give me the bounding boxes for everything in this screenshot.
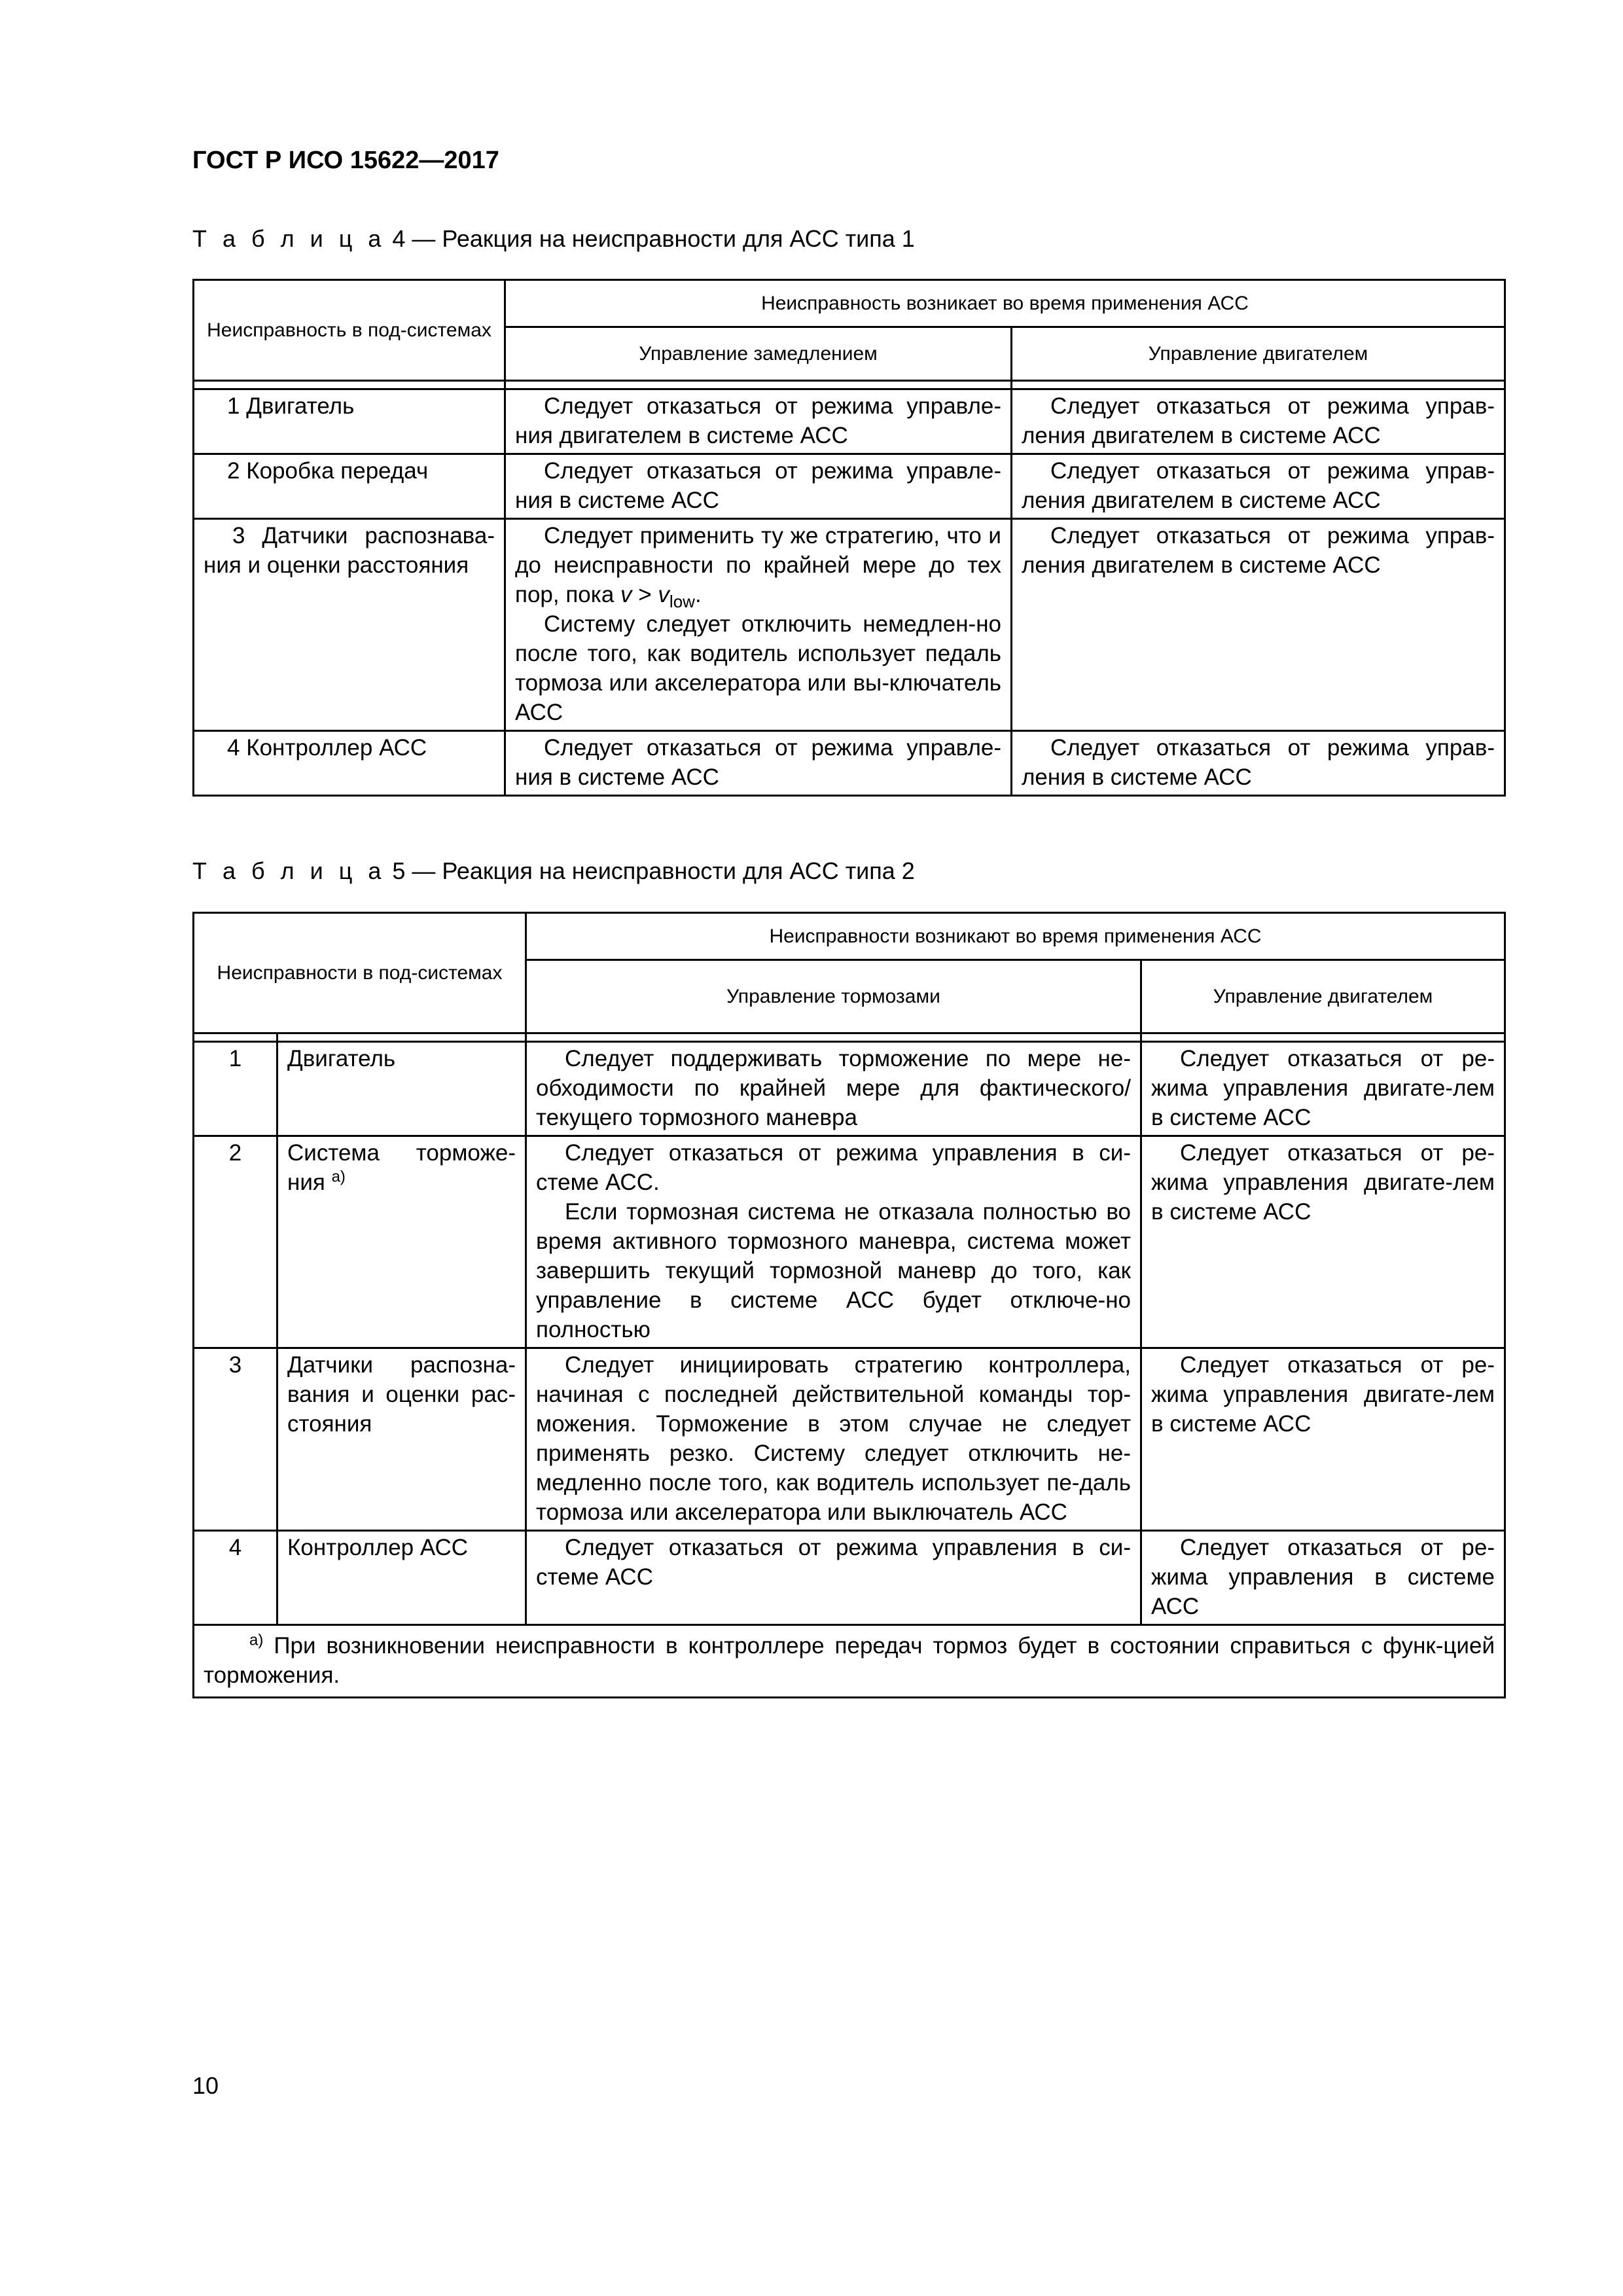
table5-header-engine: Управление двигателем — [1141, 960, 1505, 1033]
table5-row-number: 1 — [194, 1042, 277, 1136]
table5-subsystem: Двигатель — [277, 1042, 526, 1136]
table5-caption-title: 5 — Реакция на неисправности для АСС типа 2 — [385, 857, 915, 884]
table5-row-number: 4 — [194, 1531, 277, 1625]
table4-caption — [192, 225, 915, 253]
table5-cell-b: Следует отказаться от ре-жима управления двигате-лем в системе АСС — [1141, 1042, 1505, 1136]
table4-subsystem: 2 Коробка передач — [194, 454, 505, 519]
table4-header-group: Неисправность возникает во время применения АСС — [505, 280, 1505, 327]
table5-row — [194, 1531, 1505, 1625]
table4-cell-b: Следует отказаться от режима управ-ления двигателем в системе АСС — [1012, 454, 1505, 519]
table4-header-subsystem: Неисправность в под-системах — [194, 280, 505, 381]
table5-caption — [192, 857, 915, 885]
table5-cell-a-paragraph: Следует отказаться от режима управления в си-стеме АСС. — [536, 1140, 1131, 1195]
table5-cell-b: Следует отказаться от ре-жима управления двигате-лем в системе АСС — [1141, 1348, 1505, 1531]
table5-row — [194, 1136, 1505, 1348]
table5-row-number: 2 — [194, 1136, 277, 1348]
table5-row — [194, 1042, 1505, 1136]
table4 — [192, 279, 1506, 797]
table5-caption-label: Т а б л и ц а — [192, 857, 386, 884]
sentence-period: . — [694, 582, 702, 607]
subscript-low: low — [669, 592, 695, 611]
table5 — [192, 912, 1506, 1698]
table4-cell-a-text: Следует применить ту же стратегию, что и до неисправности по крайней мере до тех пор, пока — [515, 523, 1001, 607]
table5-subsystem: Контроллер АСС — [277, 1531, 526, 1625]
table4-header-deceleration: Управление замедлением — [505, 327, 1012, 381]
table4-subsystem: 4 Контроллер АСС — [194, 731, 505, 796]
table4-row — [194, 519, 1505, 731]
table4-cell-b: Следует отказаться от режима управ-ления двигателем в системе АСС — [1012, 519, 1505, 731]
table5-footnote-row — [194, 1625, 1505, 1698]
table4-cell-b: Следует отказаться от режима управ-ления в системе АСС — [1012, 731, 1505, 796]
table5-subsystem — [277, 1136, 526, 1348]
table5-subsystem-name: Система торможе-ния — [287, 1140, 516, 1195]
table4-subsystem: 3 Датчики распознава-ния и оценки расстояния — [194, 519, 505, 731]
table4-subsystem: 1 Двигатель — [194, 389, 505, 454]
table5-subsystem: Датчики распозна-вания и оценки рас-стояния — [277, 1348, 526, 1531]
table5-row-number: 3 — [194, 1348, 277, 1531]
variable-v: v — [620, 582, 632, 607]
table5-footnote — [194, 1625, 1505, 1698]
table4-cell-a: Следует отказаться от режима управле-ния двигателем в системе АСС — [505, 389, 1012, 454]
page-number: 10 — [192, 2072, 219, 2099]
footnote-text: При возникновении неисправности в контроллере передач тормоз будет в состоянии справиться с функ-цией торможения. — [204, 1633, 1495, 1688]
greater-than-sign: > — [632, 582, 658, 607]
table4-row — [194, 731, 1505, 796]
table4-header-engine: Управление двигателем — [1012, 327, 1505, 381]
table5-cell-a: Следует отказаться от режима управления в си-стеме АСС — [526, 1531, 1141, 1625]
table4-cell-a: Следует отказаться от режима управле-ния в системе АСС — [505, 731, 1012, 796]
table5-cell-a: Следует инициировать стратегию контроллера, начиная с последней действительной команды тор-можения. Торможение в этом случае не следует применять резко. Систему следует отключить не-медленно после того, как водитель использует пе-даль тормоза или акселератора или выключатель АСС — [526, 1348, 1141, 1531]
table5-header-group: Неисправности возникают во время применения АСС — [526, 913, 1505, 960]
table5-header-brakes: Управление тормозами — [526, 960, 1141, 1033]
table4-caption-label: Т а б л и ц а — [192, 225, 386, 252]
table4-row — [194, 454, 1505, 519]
table4-cell-a: Следует отказаться от режима управле-ния в системе АСС — [505, 454, 1012, 519]
variable-v-low: v — [658, 582, 669, 607]
table5-cell-a — [526, 1136, 1141, 1348]
table4-cell-a-paragraph: Систему следует отключить немедлен-но после того, как водитель использует педаль тормоза или акселератора или вы-ключатель АСС — [515, 611, 1001, 725]
table5-cell-a: Следует поддерживать торможение по мере не-обходимости по крайней мере для фактического/текущего тормозного маневра — [526, 1042, 1141, 1136]
table5-row — [194, 1348, 1505, 1531]
document-header: ГОСТ Р ИСО 15622—2017 — [192, 147, 499, 174]
table5-cell-b: Следует отказаться от ре-жима управления в системе АСС — [1141, 1531, 1505, 1625]
footnote-ref: а) — [331, 1168, 346, 1186]
footnote-mark: а) — [249, 1631, 264, 1649]
table4-caption-title: 4 — Реакция на неисправности для АСС типа 1 — [385, 225, 915, 252]
table4-row — [194, 389, 1505, 454]
table4-cell-a — [505, 519, 1012, 731]
table5-cell-a-paragraph: Если тормозная система не отказала полностью во время активного тормозного маневра, система может завершить текущий тормозной маневр до того, как управление в системе АСС будет отключе-но полностью — [536, 1199, 1131, 1342]
table5-header-subsystem: Неисправности в под-системах — [194, 913, 526, 1033]
table4-cell-b: Следует отказаться от режима управ-ления двигателем в системе АСС — [1012, 389, 1505, 454]
table5-cell-b: Следует отказаться от ре-жима управления двигате-лем в системе АСС — [1141, 1136, 1505, 1348]
